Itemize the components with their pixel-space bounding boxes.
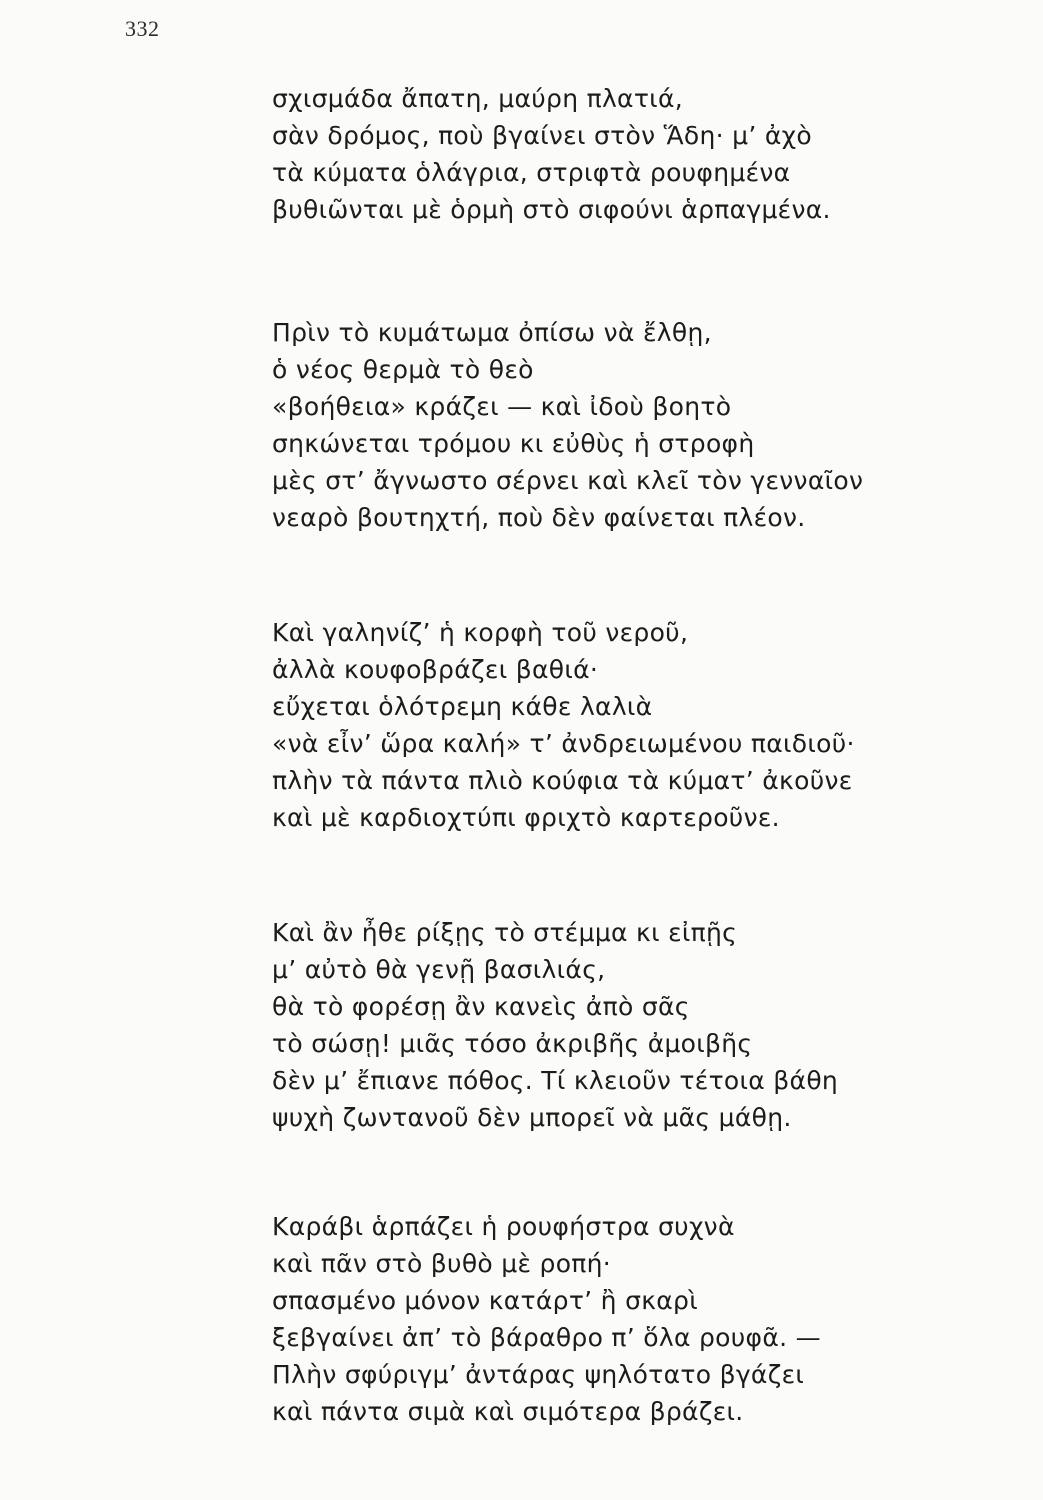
poem-line: μὲς στ’ ἄγνωστο σέρνει καὶ κλεῖ τὸν γενναῖον xyxy=(272,466,864,495)
poem-line: ξεβγαίνει ἀπ’ τὸ βάραθρο π’ ὅλα ρουφᾶ. — xyxy=(272,1323,821,1352)
poem-line: πλὴν τὰ πάντα πλιὸ κούφια τὰ κύματ’ ἀκοῦνε xyxy=(272,766,853,795)
stanza-3 xyxy=(272,614,855,836)
poem-line: Καράβι ἁρπάζει ἡ ρουφήστρα συχνὰ xyxy=(272,1212,735,1241)
poem-line: νεαρὸ βουτηχτή, ποὺ δὲν φαίνεται πλέον. xyxy=(272,503,806,532)
poem-line: τὰ κύματα ὁλάγρια, στριφτὰ ρουφημένα xyxy=(272,158,791,187)
poem-line: σηκώνεται τρόμου κι εὐθὺς ἡ στροφὴ xyxy=(272,429,755,458)
poem-line: τὸ σώσῃ! μιᾶς τόσο ἀκριβῆς ἀμοιβῆς xyxy=(272,1029,753,1058)
poem-line: εὔχεται ὁλότρεμη κάθε λαλιὰ xyxy=(272,692,653,721)
poem-line: θὰ τὸ φορέσῃ ἂν κανεὶς ἀπὸ σᾶς xyxy=(272,992,690,1021)
poem-line: Καὶ γαληνίζ’ ἡ κορφὴ τοῦ νεροῦ, xyxy=(272,618,689,647)
poem-line: σὰν δρόμος, ποὺ βγαίνει στὸν Ἅδη· μ’ ἀχὸ xyxy=(272,121,812,150)
poem-line: μ’ αὐτὸ θὰ γενῇ βασιλιάς, xyxy=(272,955,606,984)
poem-line: ἀλλὰ κουφοβράζει βαθιά· xyxy=(272,655,599,684)
poem-line: ὁ νέος θερμὰ τὸ θεὸ xyxy=(272,355,534,384)
poem-line: δὲν μ’ ἔπιανε πόθος. Τί κλειοῦν τέτοια βάθη xyxy=(272,1066,839,1095)
poem-line: καὶ πάντα σιμὰ καὶ σιμότερα βράζει. xyxy=(272,1397,744,1426)
poem-line: «βοήθεια» κράζει — καὶ ἰδοὺ βοητὸ xyxy=(272,392,732,421)
stanza-2 xyxy=(272,314,863,536)
poem-line: «νὰ εἶν’ ὥρα καλή» τ’ ἀνδρειωμένου παιδιοῦ· xyxy=(272,729,855,758)
poem-line: καὶ μὲ καρδιοχτύπι φριχτὸ καρτεροῦνε. xyxy=(272,803,780,832)
poem-line: σχισμάδα ἄπατη, μαύρη πλατιά, xyxy=(272,84,683,113)
page-number: 332 xyxy=(125,16,160,41)
poem-line: καὶ πᾶν στὸ βυθὸ μὲ ροπή· xyxy=(272,1249,612,1278)
poem-line: Πλὴν σφύριγμ’ ἀντάρας ψηλότατο βγάζει xyxy=(272,1360,805,1389)
poem-line: βυθιῶνται μὲ ὁρμὴ στὸ σιφούνι ἁρπαγμένα. xyxy=(272,195,831,224)
poem-line: Καὶ ἂν ἦθε ρίξῃς τὸ στέμμα κι εἰπῇς xyxy=(272,918,738,947)
stanza-5 xyxy=(272,1208,821,1430)
poem-line: ψυχὴ ζωντανοῦ δὲν μπορεῖ νὰ μᾶς μάθῃ. xyxy=(272,1103,792,1132)
poem-line: Πρὶν τὸ κυμάτωμα ὀπίσω νὰ ἔλθῃ, xyxy=(272,318,712,347)
stanza-4 xyxy=(272,914,838,1136)
stanza-1 xyxy=(272,80,831,228)
poem-line: σπασμένο μόνον κατάρτ’ ἢ σκαρὶ xyxy=(272,1286,698,1315)
